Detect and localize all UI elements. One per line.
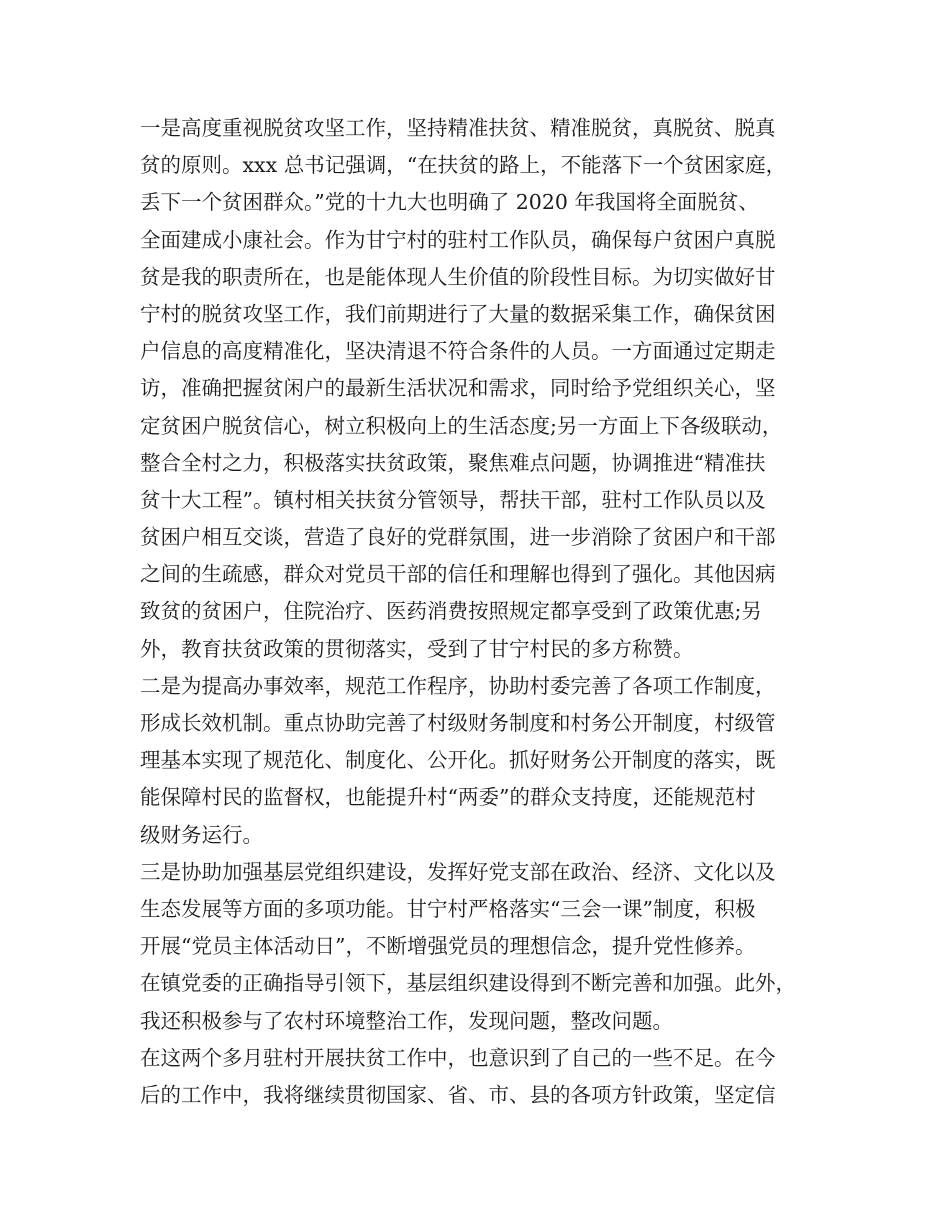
text-line: 理基本实现了规范化、制度化、公开化。抓好财务公开制度的落实，既 bbox=[140, 748, 776, 773]
text-line: 贫是我的职责所在，也是能体现人生价值的阶段性目标。为切实做好甘 bbox=[140, 264, 776, 289]
text-line: 能保障村民的监督权，也能提升村“两委”的群众支持度，还能规范村 bbox=[140, 785, 756, 810]
text-line: 后的工作中，我将继续贯彻国家、省、市、县的各项方针政策，坚定信 bbox=[140, 1082, 776, 1107]
text-line: 贫的原则。xxx 总书记强调，“在扶贫的路上，不能落下一个贫困家庭， bbox=[140, 153, 787, 178]
text-line: 二是为提高办事效率，规范工作程序，协助村委完善了各项工作制度， bbox=[140, 673, 776, 698]
text-line: 形成长效机制。重点协助完善了村级财务制度和村务公开制度，村级管 bbox=[140, 711, 776, 735]
text-line: 全面建成小康社会。作为甘宁村的驻村工作队员，确保每户贫困户真脱 bbox=[140, 227, 776, 252]
text-line: 致贫的贫困户，住院治疗、医药消费按照规定都享受到了政策优惠;另 bbox=[140, 599, 762, 624]
text-line: 整合全村之力，积极落实扶贫政策，聚焦难点问题，协调推进“精准扶 bbox=[140, 450, 766, 475]
text-line: 宁村的脱贫攻坚工作，我们前期进行了大量的数据采集工作，确保贫困 bbox=[140, 301, 776, 326]
text-line: 访，准确把握贫闲户的最新生活状况和需求，同时给予党组织关心，坚 bbox=[140, 376, 776, 401]
text-line: 我还积极参与了农村环境整治工作，发现问题，整改问题。 bbox=[140, 1008, 673, 1033]
text-line: 开展“党员主体活动日”，不断增强党员的理想信念，提升党性修养。 bbox=[140, 934, 756, 959]
text-line: 丢下一个贫困群众。”党的十九大也明确了 2020 年我国将全面脱贫、 bbox=[140, 190, 759, 215]
document-body bbox=[140, 110, 830, 1114]
text-line: 外，教育扶贫政策的贯彻落实，受到了甘宁村民的多方称赞。 bbox=[140, 636, 694, 661]
text-line: 户信息的高度精准化，坚决清退不符合条件的人员。一方面通过定期走 bbox=[140, 339, 776, 364]
text-line: 定贫困户脱贫信心，树立积极向上的生活态度;另一方面上下各级联动， bbox=[140, 413, 783, 438]
text-line: 在镇党委的正确指导引领下，基层组织建设得到不断完善和加强。此外， bbox=[140, 971, 796, 996]
text-line: 级财务运行。 bbox=[140, 822, 263, 847]
text-line: 生态发展等方面的多项功能。甘宁村严格落实“三会一课”制度，积极 bbox=[140, 896, 756, 921]
text-line: 贫十大工程”。镇村相关扶贫分管领导，帮扶干部，驻村工作队员以及 bbox=[140, 487, 766, 512]
text-line: 之间的生疏感，群众对党员干部的信任和理解也得到了强化。其他因病 bbox=[140, 562, 776, 587]
text-line: 三是协助加强基层党组织建设，发挥好党支部在政治、经济、文化以及 bbox=[140, 859, 776, 884]
text-line: 贫困户相互交谈，营造了良好的党群氛围，进一步消除了贫困户和干部 bbox=[140, 525, 776, 550]
text-line: 在这两个多月驻村开展扶贫工作中，也意识到了自己的一些不足。在今 bbox=[140, 1045, 776, 1070]
text-line: 一是高度重视脱贫攻坚工作，坚持精准扶贫、精准脱贫，真脱贫、脱真 bbox=[140, 116, 776, 140]
